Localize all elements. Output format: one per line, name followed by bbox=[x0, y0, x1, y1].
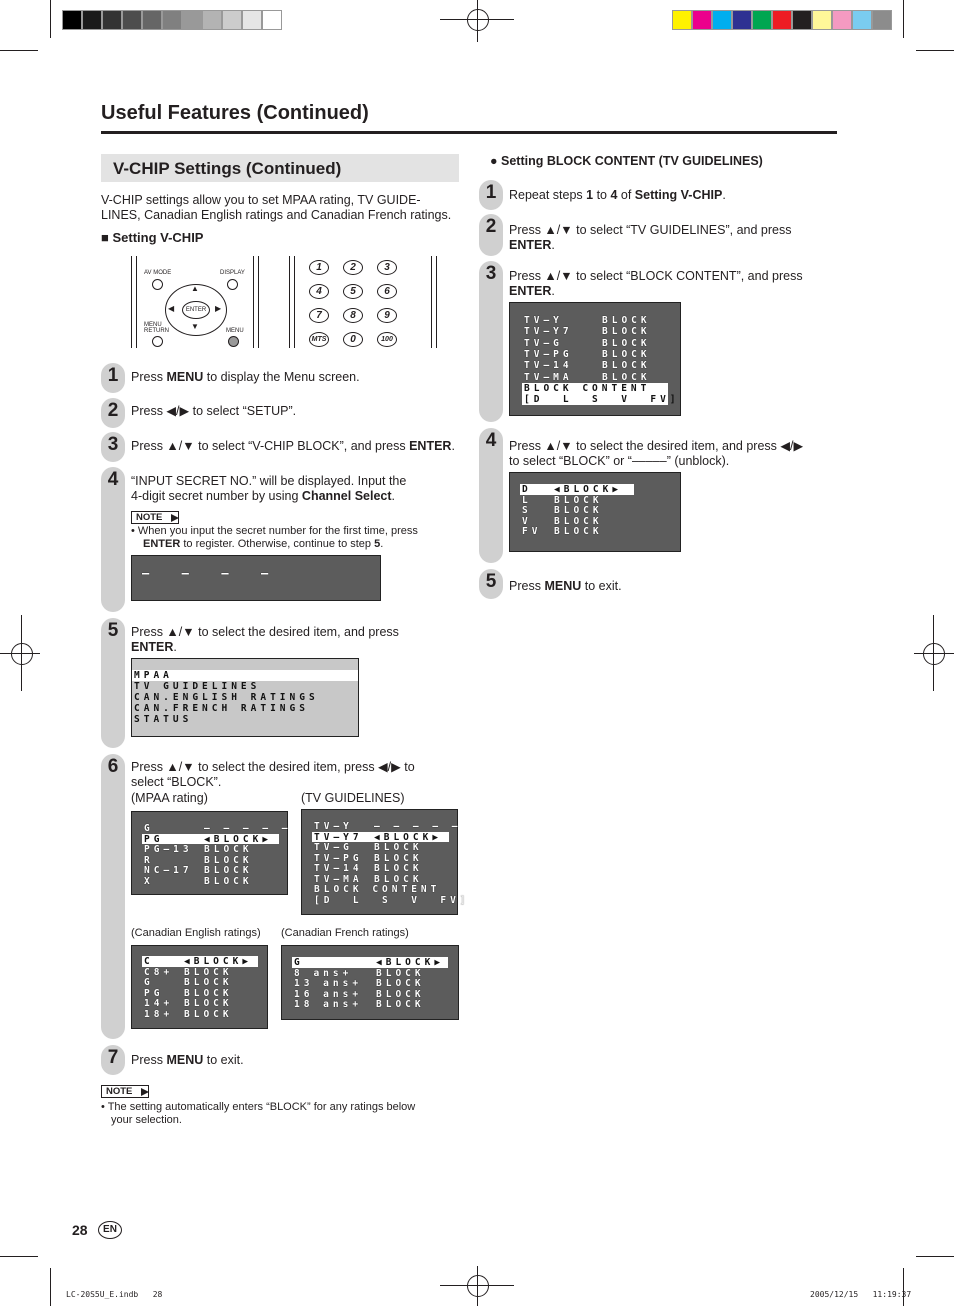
osd-item-label[interactable]: G bbox=[144, 823, 154, 834]
osd-item-label[interactable]: 16 ans+ bbox=[294, 988, 363, 1000]
step-1-text: Press MENU to display the Menu screen. bbox=[131, 370, 360, 384]
step-number: 3 bbox=[107, 434, 119, 455]
intro-line: V-CHIP settings allow you to set MPAA rating, TV GUIDE- bbox=[101, 193, 421, 207]
step-number: 1 bbox=[485, 182, 497, 203]
block-content-screen bbox=[509, 302, 681, 416]
keypad-button[interactable]: 3 bbox=[377, 260, 397, 275]
osd-item-value: BLOCK bbox=[374, 852, 423, 864]
osd-item-label[interactable]: TV–14 bbox=[524, 360, 573, 372]
osd-item-value: BLOCK bbox=[374, 873, 423, 885]
osd-item-label[interactable]: TV–G bbox=[524, 337, 563, 349]
osd-item-label[interactable]: STATUS bbox=[134, 714, 193, 725]
osd-item-value: BLOCK bbox=[554, 526, 603, 537]
right-step-5-text: Press MENU to exit. bbox=[509, 579, 622, 593]
page-title: Useful Features (Continued) bbox=[101, 102, 369, 124]
mpaa-screen bbox=[131, 811, 292, 895]
osd-item-value: – – – – – bbox=[204, 823, 292, 834]
osd-item-value: BLOCK bbox=[602, 337, 651, 349]
osd-item-label[interactable]: BLOCK CONTENT bbox=[314, 884, 441, 895]
color-swatch bbox=[62, 10, 82, 30]
osd-item-value: BLOCK bbox=[204, 875, 253, 887]
osd-item-value: ◀BLOCK▶ bbox=[204, 833, 273, 845]
color-swatch bbox=[872, 10, 892, 30]
osd-item-value: BLOCK bbox=[376, 999, 425, 1010]
color-swatch bbox=[672, 10, 692, 30]
step-number: 3 bbox=[485, 263, 497, 284]
osd-item-label[interactable]: C bbox=[144, 956, 154, 967]
step-number: 7 bbox=[107, 1047, 119, 1068]
osd-item-value: ◀BLOCK▶ bbox=[184, 956, 253, 967]
color-swatch bbox=[772, 10, 792, 30]
left-arrow-icon: ◀ bbox=[168, 304, 175, 313]
keypad-button[interactable]: 8 bbox=[343, 308, 363, 323]
osd-item-value: ◀BLOCK▶ bbox=[374, 831, 443, 843]
osd-item-value: BLOCK bbox=[602, 371, 651, 383]
osd-item-label[interactable]: X bbox=[144, 875, 154, 887]
osd-item-label[interactable]: V bbox=[522, 515, 532, 527]
mpaa-label: (MPAA rating) bbox=[131, 791, 208, 805]
right-step-1-text: Repeat steps 1 to 4 of Setting V-CHIP. bbox=[509, 188, 726, 202]
section-header bbox=[101, 154, 459, 182]
osd-item-label[interactable]: S bbox=[522, 505, 532, 516]
color-swatch bbox=[202, 10, 222, 30]
setting-vchip-heading: ■ Setting V-CHIP bbox=[101, 230, 204, 245]
osd-item-value: BLOCK bbox=[184, 998, 233, 1009]
osd-item-label[interactable]: TV–Y7 bbox=[314, 831, 363, 843]
color-swatch bbox=[242, 10, 262, 30]
osd-item-label[interactable]: TV–PG bbox=[314, 852, 363, 864]
color-swatch bbox=[792, 10, 812, 30]
osd-item-label[interactable]: [D L S V FV] bbox=[314, 894, 470, 906]
keypad-button[interactable]: 0 bbox=[343, 332, 363, 347]
language-badge: EN bbox=[98, 1221, 122, 1239]
osd-item-label[interactable]: R bbox=[144, 854, 154, 866]
osd-item-label[interactable]: NC–17 bbox=[144, 865, 193, 876]
color-swatch bbox=[692, 10, 712, 30]
color-swatch bbox=[262, 10, 282, 30]
file-name: LC-20S5U_E.indb 28 bbox=[66, 1290, 163, 1299]
down-arrow-icon: ▼ bbox=[191, 322, 199, 331]
menu-return-label: MENU RETURN bbox=[144, 322, 169, 334]
color-swatch bbox=[142, 10, 162, 30]
osd-item-label[interactable]: 8 ans+ bbox=[294, 967, 353, 979]
osd-item-value: BLOCK bbox=[204, 865, 253, 876]
osd-item-label[interactable]: TV–MA bbox=[314, 873, 363, 885]
section-title: V-CHIP Settings (Continued) bbox=[113, 159, 342, 178]
secret-number-screen bbox=[131, 555, 381, 601]
osd-item-value: ◀BLOCK▶ bbox=[554, 484, 623, 495]
block-content-heading: ● Setting BLOCK CONTENT (TV GUIDELINES) bbox=[490, 154, 763, 168]
step-number: 4 bbox=[107, 469, 119, 490]
osd-item-value: – – – – – bbox=[374, 821, 462, 832]
osd-item-value: BLOCK bbox=[184, 987, 233, 999]
osd-item-label[interactable]: PG bbox=[144, 987, 164, 999]
right-step-3-text: Press ▲/▼ to select “BLOCK CONTENT”, and press ENTER. bbox=[509, 269, 803, 298]
keypad-button[interactable]: 100 bbox=[377, 332, 397, 347]
keypad-button[interactable]: 6 bbox=[377, 284, 397, 299]
osd-item-label[interactable]: G bbox=[144, 977, 154, 988]
canadian-english-label: (Canadian English ratings) bbox=[131, 927, 261, 939]
osd-item-value: BLOCK bbox=[554, 494, 603, 506]
step-number: 1 bbox=[107, 365, 119, 386]
osd-item-value: BLOCK bbox=[554, 505, 603, 516]
return-button[interactable] bbox=[152, 336, 163, 347]
up-arrow-icon: ▲ bbox=[191, 284, 199, 293]
osd-item-value: BLOCK bbox=[602, 348, 651, 360]
osd-item-label[interactable]: TV–Y bbox=[524, 315, 563, 326]
note-badge: NOTE bbox=[101, 1085, 149, 1098]
osd-item-label[interactable]: TV GUIDELINES bbox=[134, 681, 261, 692]
osd-item-value: BLOCK bbox=[554, 515, 603, 527]
step-number: 4 bbox=[485, 430, 497, 451]
osd-item-value: BLOCK bbox=[184, 977, 233, 988]
enter-button[interactable]: ENTER bbox=[182, 301, 210, 319]
keypad-button[interactable]: 1 bbox=[309, 260, 329, 275]
osd-item-label[interactable]: BLOCK CONTENT bbox=[524, 382, 651, 394]
step-number: 5 bbox=[107, 620, 119, 641]
osd-item-value: BLOCK bbox=[374, 863, 423, 874]
display-label: DISPLAY bbox=[220, 270, 245, 276]
step-number: 6 bbox=[107, 756, 119, 777]
secret-digits: – – – – bbox=[142, 566, 275, 580]
osd-item-value: BLOCK bbox=[602, 326, 651, 338]
osd-item-label[interactable]: TV–PG bbox=[524, 348, 573, 360]
av-mode-button[interactable] bbox=[152, 279, 163, 290]
osd-item-label[interactable]: 13 ans+ bbox=[294, 978, 363, 989]
osd-item-label[interactable]: TV–Y bbox=[314, 821, 353, 832]
osd-item-label[interactable]: 18 ans+ bbox=[294, 999, 363, 1010]
color-swatch bbox=[122, 10, 142, 30]
right-step-4-text: Press ▲/▼ to select the desired item, and press ◀/▶ to select “BLOCK” or “–––––” (unblock). bbox=[509, 439, 804, 468]
osd-item-value: BLOCK bbox=[602, 360, 651, 372]
osd-item-label[interactable]: CAN.ENGLISH RATINGS bbox=[134, 692, 319, 703]
keypad-button[interactable]: 4 bbox=[309, 284, 329, 299]
canadian-french-screen bbox=[281, 945, 459, 1020]
osd-item-label[interactable]: [D L S V FV] bbox=[524, 394, 680, 406]
osd-item-value: BLOCK bbox=[376, 988, 425, 1000]
osd-item-value: BLOCK bbox=[204, 854, 253, 866]
osd-item-label[interactable]: CAN.FRENCH RATINGS bbox=[134, 703, 309, 714]
step-4-text: “INPUT SECRET NO.” will be displayed. Input the 4-digit secret number by using Channel Select. bbox=[131, 474, 407, 503]
keypad-button[interactable]: MTS bbox=[309, 332, 329, 347]
tv-guidelines-label: (TV GUIDELINES) bbox=[301, 791, 405, 805]
step-5-text: Press ▲/▼ to select the desired item, and press ENTER. bbox=[131, 625, 399, 654]
osd-item-value: BLOCK bbox=[204, 844, 253, 855]
step-bar bbox=[101, 754, 125, 1039]
step-number: 2 bbox=[485, 216, 497, 237]
color-swatch bbox=[732, 10, 752, 30]
osd-item-label[interactable]: L bbox=[522, 494, 532, 506]
osd-item-label[interactable]: TV–Y7 bbox=[524, 326, 573, 338]
osd-item-label[interactable]: 18+ bbox=[144, 1008, 174, 1020]
tv-guidelines-screen bbox=[301, 809, 470, 915]
page-number: 28 bbox=[72, 1222, 88, 1238]
osd-item-value: BLOCK bbox=[376, 978, 425, 989]
step-6-text: Press ▲/▼ to select the desired item, press ◀/▶ to select “BLOCK”. bbox=[131, 760, 415, 789]
intro-line: LINES, Canadian English ratings and Canadian French ratings. bbox=[101, 208, 452, 222]
osd-item-value: ◀BLOCK▶ bbox=[376, 957, 445, 968]
color-swatch bbox=[812, 10, 832, 30]
osd-item-label[interactable]: MPAA bbox=[134, 670, 173, 681]
remote-illustration bbox=[131, 256, 441, 348]
keypad-button[interactable]: 9 bbox=[377, 308, 397, 323]
step-4-note: • When you input the secret number for the first time, press ENTER to register. Otherwise, continue to step 5. bbox=[131, 525, 418, 550]
keypad-button[interactable]: 5 bbox=[343, 284, 363, 299]
osd-item-label[interactable]: PG bbox=[144, 833, 164, 845]
av-mode-label: AV MODE bbox=[144, 270, 172, 276]
vchip-menu-screen bbox=[131, 658, 359, 737]
canadian-english-screen bbox=[131, 945, 268, 1029]
keypad-button[interactable]: 7 bbox=[309, 308, 329, 323]
step-number: 5 bbox=[485, 571, 497, 592]
osd-item-label[interactable]: D bbox=[522, 484, 532, 495]
title-rule bbox=[101, 131, 837, 134]
color-swatch bbox=[752, 10, 772, 30]
step-2-text: Press ◀/▶ to select “SETUP”. bbox=[131, 404, 297, 418]
osd-item-label[interactable]: PG–13 bbox=[144, 844, 193, 855]
color-swatch bbox=[102, 10, 122, 30]
color-swatch bbox=[182, 10, 202, 30]
note-badge: NOTE bbox=[131, 511, 179, 524]
osd-item-label[interactable]: FV bbox=[522, 526, 542, 537]
color-swatch bbox=[852, 10, 872, 30]
bottom-note: • The setting automatically enters “BLOCK” for any ratings below your selection. bbox=[101, 1101, 416, 1126]
color-swatch bbox=[832, 10, 852, 30]
osd-item-label[interactable]: 14+ bbox=[144, 998, 174, 1009]
menu-label: MENU bbox=[226, 328, 244, 334]
osd-item-label[interactable]: TV–G bbox=[314, 842, 353, 853]
osd-item-value: BLOCK bbox=[376, 967, 425, 979]
osd-item-label[interactable]: TV–MA bbox=[524, 371, 573, 383]
color-swatch bbox=[82, 10, 102, 30]
menu-button[interactable] bbox=[228, 336, 239, 347]
osd-item-label[interactable]: G bbox=[294, 957, 304, 968]
osd-item-value: BLOCK bbox=[602, 315, 651, 326]
osd-item-label[interactable]: C8+ bbox=[144, 966, 174, 978]
color-swatch bbox=[162, 10, 182, 30]
canadian-french-label: (Canadian French ratings) bbox=[281, 927, 409, 939]
print-timestamp: 2005/12/15 11:19:37 bbox=[810, 1290, 912, 1299]
right-step-2-text: Press ▲/▼ to select “TV GUIDELINES”, and press ENTER. bbox=[509, 223, 792, 252]
intro-text bbox=[101, 193, 461, 223]
step-3-text: Press ▲/▼ to select “V-CHIP BLOCK”, and press ENTER. bbox=[131, 439, 455, 453]
osd-item-value: BLOCK bbox=[184, 966, 233, 978]
color-swatch bbox=[712, 10, 732, 30]
color-swatch bbox=[222, 10, 242, 30]
step-bar bbox=[479, 261, 503, 422]
display-button[interactable] bbox=[227, 279, 238, 290]
keypad-button[interactable]: 2 bbox=[343, 260, 363, 275]
dlsv-screen bbox=[509, 472, 681, 552]
osd-item-label[interactable]: TV–14 bbox=[314, 863, 363, 874]
osd-item-value: BLOCK bbox=[374, 842, 423, 853]
step-number: 2 bbox=[107, 400, 119, 421]
osd-item-value: BLOCK bbox=[184, 1008, 233, 1020]
step-7-text: Press MENU to exit. bbox=[131, 1053, 244, 1067]
right-arrow-icon: ▶ bbox=[215, 304, 222, 313]
